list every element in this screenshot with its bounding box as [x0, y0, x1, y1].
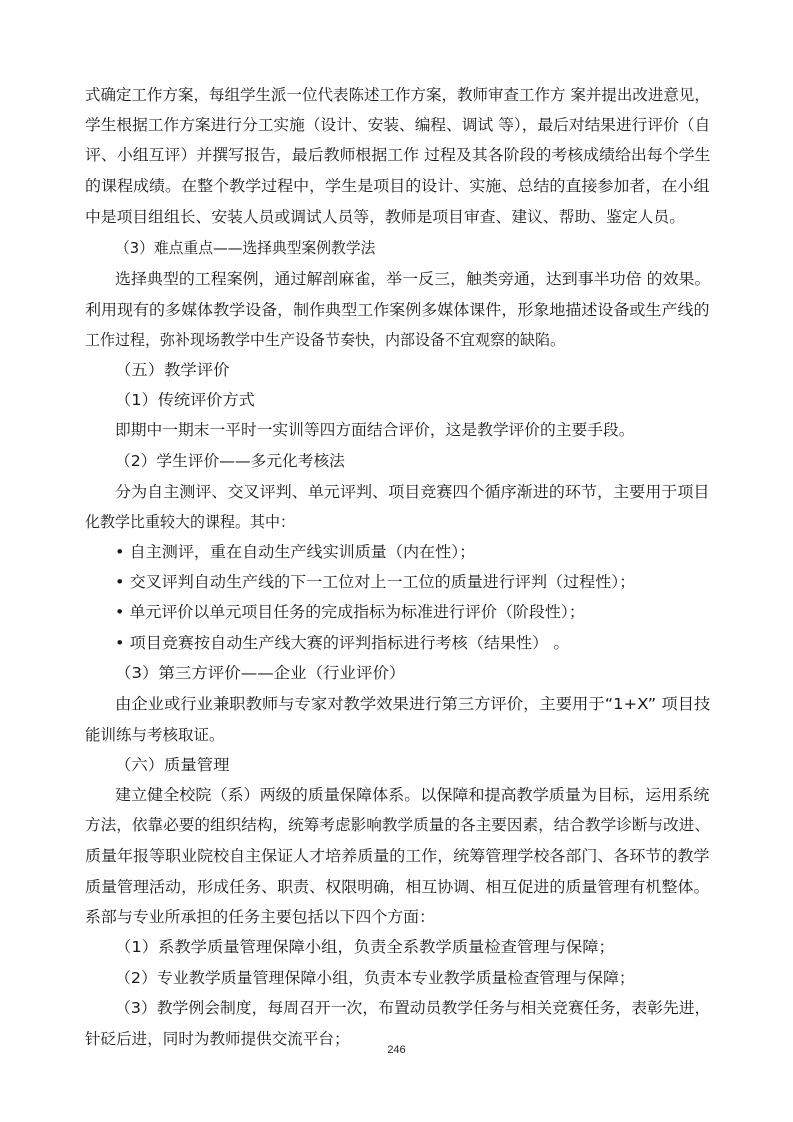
text-line: 工作过程，弥补现场教学中生产设备节奏快，内部设备不宜观察的缺陷。 [85, 331, 566, 349]
text-line: 方法，依靠必要的组织结构，统筹考虑影响教学质量的各主要因素，结合教学诊断与改进、 [85, 816, 711, 834]
text-line: 选择典型的工程案例，通过解剖麻雀，举一反三，触类旁通，达到事半功倍 的效果。 [115, 270, 711, 288]
text-line: 式确定工作方案，每组学生派一位代表陈述工作方案，教师审查工作方 案并提出改进意见， [85, 86, 710, 104]
text-line: 的课程成绩。在整个教学过程中，学生是项目的设计、实施、总结的直接参加者，在小组 [85, 177, 710, 195]
text-line: （六）质量管理 [115, 756, 230, 774]
text-line: 系部与专业所承担的任务主要包括以下四个方面： [85, 908, 436, 926]
text-line: （3）教学例会制度，每周召开一次，布置动员教学任务与相关竞赛任务，表彰先进， [115, 999, 711, 1017]
text-line: 分为自主测评、交叉评判、单元评判、项目竞赛四个循序渐进的环节，主要用于项目 [115, 483, 710, 501]
text-line: 质量年报等职业院校自主保证人才培养质量的工作，统筹管理学校各部门、各环节的教学 [85, 847, 710, 865]
text-line: • 自主测评，重在自动生产线实训质量（内在性）； [115, 543, 476, 561]
text-line: 利用现有的多媒体教学设备，制作典型工作案例多媒体课件，形象地描述设备或生产线的 [85, 301, 710, 319]
page-number: 246 [387, 1044, 406, 1056]
text-line: • 项目竞赛按自动生产线大赛的评判指标进行考核（结果性） 。 [115, 634, 570, 652]
text-line: （五）教学评价 [115, 361, 230, 379]
text-line: 即期中一期末一平时一实训等四方面结合评价，这是教学评价的主要手段。 [115, 421, 635, 439]
text-line: 能训练与考核取证。 [85, 726, 225, 744]
text-line: • 交叉评判自动生产线的下一工位对上一工位的质量进行评判（过程性）； [115, 573, 636, 591]
text-line: （1）系教学质量管理保障小组，负责全系教学质量检查管理与保障； [115, 938, 615, 956]
text-line: （1）传统评价方式 [115, 391, 255, 409]
text-line: 中是项目组组长、安装人员或调试人员等，教师是项目审查、建议、帮助、鉴定人员。 [85, 208, 686, 226]
text-line: 化教学比重较大的课程。其中： [85, 513, 296, 531]
text-line: 针砭后进，同时为教师提供交流平台； [85, 1030, 350, 1048]
text-line: （2）学生评价——多元化考核法 [115, 452, 345, 470]
text-line: • 单元评价以单元项目任务的完成指标为标准进行评价（阶段性）； [115, 603, 585, 621]
text-line: 质量管理活动，形成任务、职责、权限明确，相互协调、相互促进的质量管理有机整体。 [85, 878, 710, 896]
text-line: （3）第三方评价——企业（行业评价） [115, 664, 406, 682]
text-line: 由企业或行业兼职教师与专家对教学效果进行第三方评价，主要用于“1+X” 项目技 [115, 695, 711, 713]
text-line: 建立健全校院（系）两级的质量保障体系。以保障和提高教学质量为目标，运用系统 [115, 786, 710, 804]
text-line: 评、小组互评）并撰写报告，最后教师根据工作 过程及其各阶段的考核成绩给出每个学生 [85, 146, 711, 164]
text-line: 学生根据工作方案进行分工实施（设计、安装、编程、调试 等），最后对结果进行评价（自 [85, 116, 711, 134]
text-line: （3）难点重点——选择典型案例教学法 [115, 239, 376, 257]
text-line: （2）专业教学质量管理保障小组，负责本专业教学质量检查管理与保障； [115, 969, 635, 987]
